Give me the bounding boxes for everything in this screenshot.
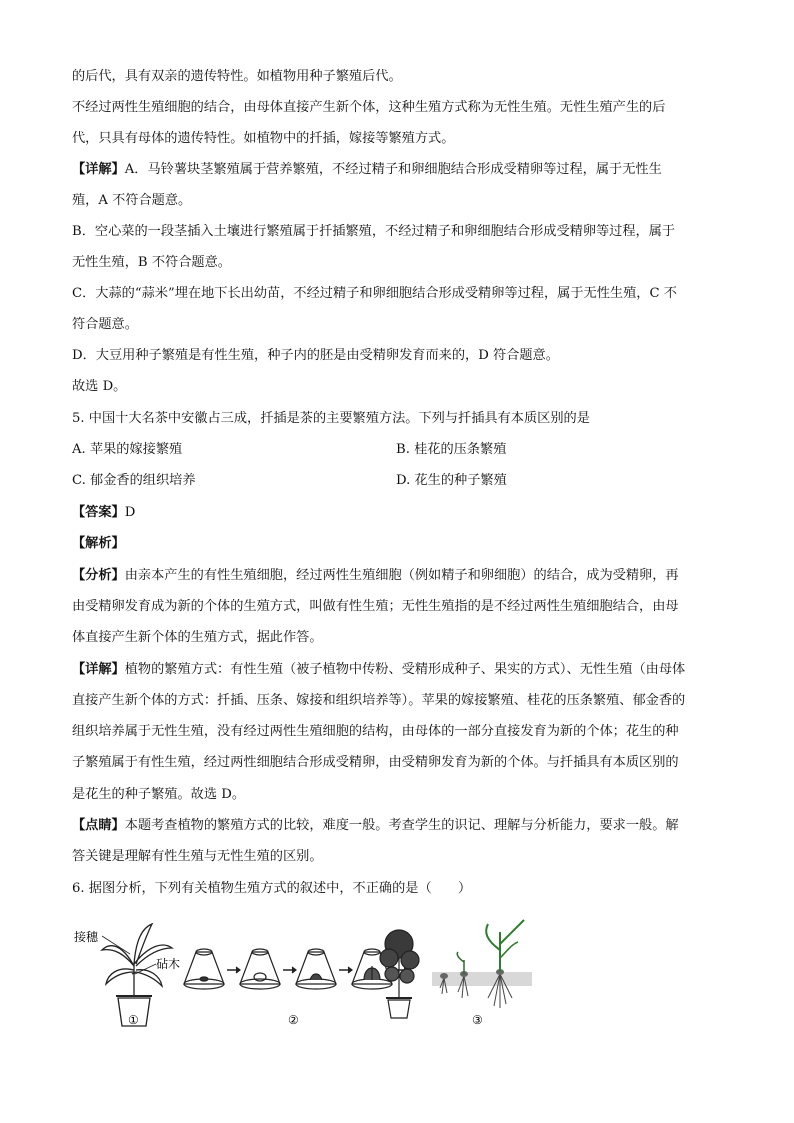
dianjing-tag: 【点睛】: [72, 818, 125, 833]
text-line: 无性生殖，B 不符合题意。: [72, 255, 231, 270]
text-line: 代，只具有母体的遗传特性。如植物中的扦插，嫁接等繁殖方式。: [72, 131, 455, 146]
text-span: 植物的繁殖方式：有性生殖（被子植物中传粉、受精形成种子、果实的方式）、无性生殖（由母体: [124, 662, 686, 677]
text-line: 的后代，具有双亲的遗传特性。如植物用种子繁殖后代。: [72, 69, 402, 84]
option-d: D. 花生的种子繁殖: [396, 473, 507, 488]
text-line: D．大豆用种子繁殖是有性生殖，种子内的胚是由受精卵发育而来的，D 符合题意。: [72, 348, 559, 363]
label-stock: 砧木: [156, 957, 181, 971]
caption-1: ①: [128, 1013, 139, 1027]
answer-value: D: [124, 505, 136, 520]
text-line: 直接产生新个体的方式：扦插、压条、嫁接和组织培养等）。苹果的嫁接繁殖、桂花的压条繁殖、郁金香的: [72, 693, 686, 708]
analysis-line: [72, 535, 125, 553]
fenxi-line: [72, 567, 679, 585]
text-line: 不经过两性生殖细胞的结合，由母体直接产生新个体，这种生殖方式称为无性生殖。无性生殖产生的后: [72, 100, 666, 115]
tissue-culture-illustration: [184, 930, 419, 1018]
fenxi-tag: 【分析】: [72, 568, 125, 583]
reproduction-figure: [72, 914, 542, 1034]
text-line: 答关键是理解有性生殖与无性生殖的区别。: [72, 849, 323, 864]
detail-tag: 【详解】: [72, 162, 125, 177]
text-line: B．空心菜的一段茎插入土壤进行繁殖属于扦插繁殖，不经过精子和卵细胞结合形成受精卵等过程，属于: [72, 224, 676, 239]
text-line: 符合题意。: [72, 317, 138, 332]
label-scion: 接穗: [74, 930, 99, 944]
figure-illustration: [72, 914, 542, 1034]
answer-tag: 【答案】: [72, 505, 125, 520]
text-span: A．马铃薯块茎繁殖属于营养繁殖，不经过精子和卵细胞结合形成受精卵等过程，属于无性生: [124, 162, 662, 177]
text-line: 故选 D。: [72, 379, 127, 394]
caption-2: ②: [288, 1013, 299, 1027]
dianjing-line: [72, 817, 679, 835]
question-5-stem: 5. 中国十大名茶中安徽占三成，扦插是茶的主要繁殖方法。下列与扦插具有本质区别的是: [72, 411, 590, 426]
text-line: 组织培养属于无性生殖，没有经过两性生殖细胞的结构，由母体的一部分直接发育为新的个体；花生的种: [72, 724, 679, 739]
detail-line: [72, 661, 685, 679]
seed-germination-illustration: [432, 920, 532, 1008]
text-line: C．大蒜的“蒜米”埋在地下长出幼苗，不经过精子和卵细胞结合形成受精卵等过程，属于无性生殖，C 不: [72, 286, 677, 301]
text-line: 体直接产生新个体的生殖方式，据此作答。: [72, 630, 323, 645]
text-line: 子繁殖属于有性生殖，经过两性细胞结合形成受精卵，由受精卵发育为新的个体。与扦插具有本质区别的: [72, 755, 679, 770]
text-span: 本题考查植物的繁殖方式的比较，难度一般。考查学生的识记、理解与分析能力，要求一般。解: [124, 818, 679, 833]
text-line: 是花生的种子繁殖。故选 D。: [72, 787, 246, 802]
grafting-plant-illustration: [102, 924, 172, 1026]
question-6-stem: 6. 据图分析，下列有关植物生殖方式的叙述中，不正确的是（ ）: [72, 881, 472, 896]
analysis-tag: 【解析】: [72, 536, 125, 551]
option-c: C. 郁金香的组织培养: [72, 473, 196, 488]
text-line: 殖，A 不符合题意。: [72, 193, 192, 208]
answer-line: [72, 504, 135, 522]
option-b: B. 桂花的压条繁殖: [396, 442, 507, 457]
option-a: A. 苹果的嫁接繁殖: [72, 442, 183, 457]
text-line: 由受精卵发育成为新的个体的生殖方式，叫做有性生殖；无性生殖指的是不经过两性生殖细胞结合，由母: [72, 599, 679, 614]
detail-tag: 【详解】: [72, 662, 125, 677]
text-span: 由亲本产生的有性生殖细胞，经过两性生殖细胞（例如精子和卵细胞）的结合，成为受精卵，再: [124, 568, 679, 583]
detail-line: [72, 161, 662, 179]
caption-3: ③: [472, 1013, 483, 1027]
